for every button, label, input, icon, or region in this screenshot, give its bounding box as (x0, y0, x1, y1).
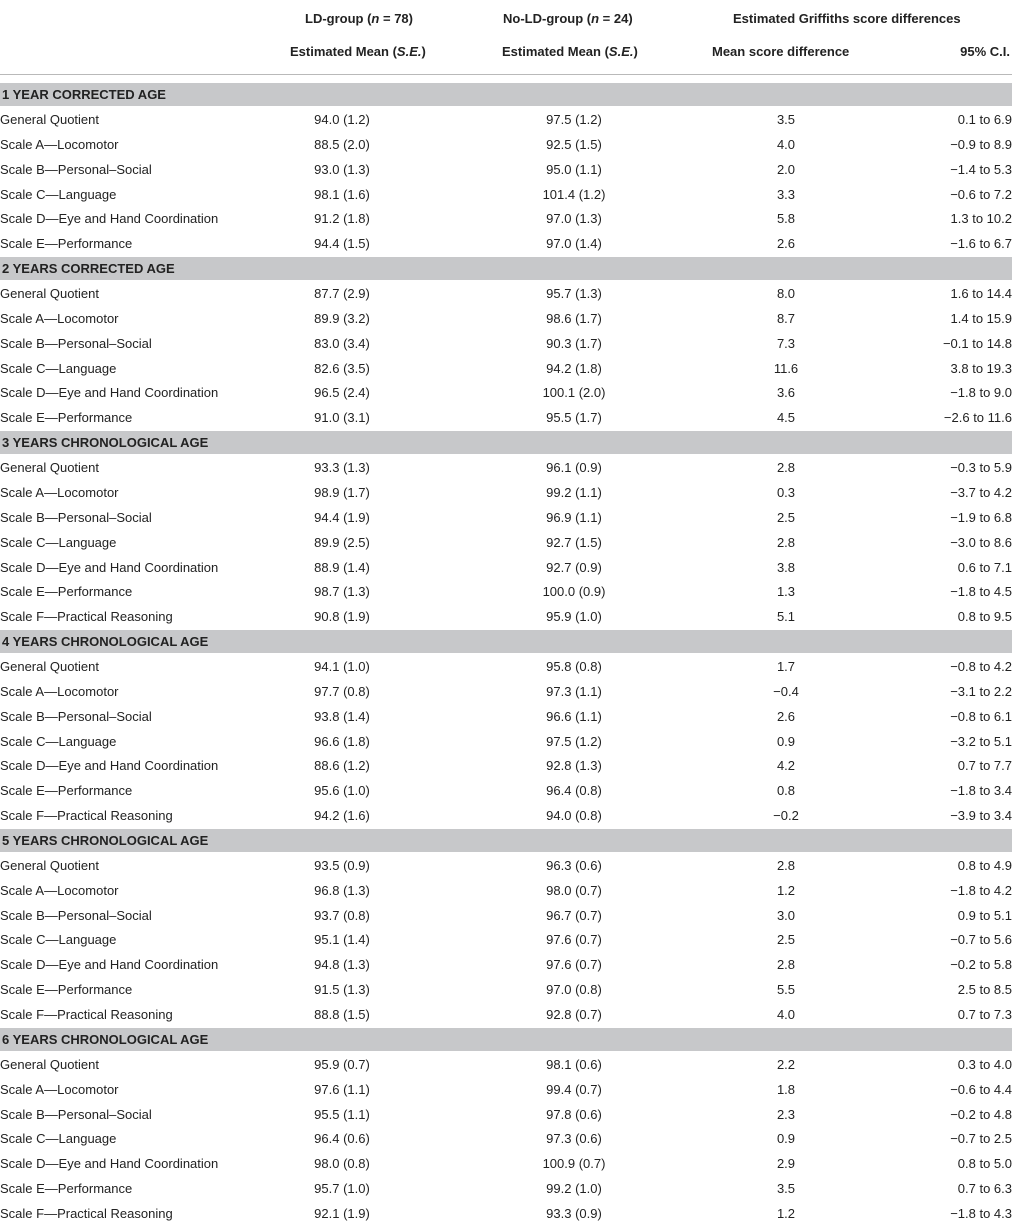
mean-score-difference: 0.9 (776, 733, 796, 749)
measure-name: Scale A—Locomotor (0, 1081, 119, 1097)
measure-name: Scale C—Language (0, 186, 117, 202)
nold-estimated-mean: 96.6 (1.1) (546, 708, 602, 724)
ld-estimated-mean: 97.7 (0.8) (314, 683, 370, 699)
ld-estimated-mean: 95.5 (1.1) (314, 1106, 370, 1122)
nold-estimated-mean: 93.3 (0.9) (546, 1205, 602, 1221)
table-row (0, 1103, 1012, 1128)
section-header: 6 YEARS CHRONOLOGICAL AGE (0, 1028, 1012, 1051)
measure-name: Scale C—Language (0, 534, 117, 550)
confidence-interval: −3.1 to 2.2 (950, 683, 1012, 699)
ld-estimated-mean: 98.9 (1.7) (314, 484, 370, 500)
section-header: 4 YEARS CHRONOLOGICAL AGE (0, 630, 1012, 653)
table-row (0, 1127, 1012, 1152)
ld-estimated-mean: 98.1 (1.6) (314, 186, 370, 202)
measure-name: Scale B—Personal–Social (0, 335, 152, 351)
measure-name: Scale A—Locomotor (0, 310, 119, 326)
confidence-interval: −3.7 to 4.2 (950, 484, 1012, 500)
ld-estimated-mean-header: Estimated Mean (S.E.) (290, 44, 426, 59)
mean-score-difference: 2.8 (776, 857, 796, 873)
mean-score-difference: 4.0 (776, 1007, 796, 1022)
measure-name: Scale A—Locomotor (0, 484, 119, 500)
mean-score-difference: 2.9 (776, 1156, 796, 1172)
table-row (0, 282, 1012, 307)
measure-name: Scale D—Eye and Hand Coordination (0, 957, 219, 973)
nold-estimated-mean: 98.1 (0.6) (546, 1056, 602, 1072)
ld-estimated-mean: 89.9 (2.5) (314, 534, 370, 550)
mean-score-difference: 2.3 (776, 1106, 796, 1122)
mean-score-difference: 3.6 (776, 385, 796, 401)
confidence-interval: −0.6 to 7.2 (950, 186, 1012, 202)
ld-estimated-mean: 94.0 (1.2) (314, 112, 370, 127)
ld-estimated-mean: 93.5 (0.9) (314, 857, 370, 873)
table-header (0, 0, 1012, 75)
table-row (0, 207, 1012, 232)
table-row (0, 854, 1012, 879)
nold-estimated-mean: 92.8 (1.3) (546, 758, 602, 774)
nold-estimated-mean: 100.1 (2.0) (542, 385, 606, 401)
ld-estimated-mean: 94.4 (1.5) (314, 236, 370, 252)
nold-estimated-mean: 95.8 (0.8) (546, 659, 602, 675)
measure-name: Scale A—Locomotor (0, 882, 119, 898)
mean-score-difference: 3.3 (776, 186, 796, 202)
mean-score-difference: 1.3 (776, 584, 796, 600)
mean-score-difference: 2.6 (776, 236, 796, 252)
confidence-interval: 0.7 to 7.3 (957, 1007, 1012, 1022)
measure-name: General Quotient (0, 1056, 100, 1072)
ld-estimated-mean: 95.9 (0.7) (314, 1056, 370, 1072)
mean-score-difference: 1.8 (776, 1081, 796, 1097)
ld-estimated-mean: 90.8 (1.9) (314, 609, 370, 625)
ld-estimated-mean: 92.1 (1.9) (314, 1205, 370, 1221)
table-row (0, 456, 1012, 481)
nold-estimated-mean: 97.3 (1.1) (546, 683, 602, 699)
nold-estimated-mean: 99.4 (0.7) (546, 1081, 602, 1097)
confidence-interval: −0.2 to 4.8 (950, 1106, 1012, 1122)
confidence-interval: −1.8 to 4.2 (950, 882, 1012, 898)
confidence-interval: −2.6 to 11.6 (943, 410, 1012, 426)
measure-name: Scale C—Language (0, 733, 117, 749)
mean-score-difference: 1.2 (776, 882, 796, 898)
ld-estimated-mean: 94.4 (1.9) (314, 509, 370, 525)
measure-name: Scale E—Performance (0, 1181, 133, 1197)
ld-estimated-mean: 91.5 (1.3) (314, 982, 370, 998)
nold-estimated-mean: 97.6 (0.7) (546, 932, 602, 948)
nold-estimated-mean: 95.5 (1.7) (546, 410, 602, 426)
table-row (0, 1177, 1012, 1202)
ld-estimated-mean: 98.0 (0.8) (314, 1156, 370, 1172)
mean-score-difference: 2.5 (776, 509, 796, 525)
nold-estimated-mean: 100.9 (0.7) (542, 1156, 606, 1172)
confidence-interval: 1.6 to 14.4 (950, 286, 1012, 302)
ld-estimated-mean: 95.1 (1.4) (314, 932, 370, 948)
mean-score-difference: 2.8 (776, 534, 796, 550)
measure-name: Scale D—Eye and Hand Coordination (0, 1156, 219, 1172)
nold-estimated-mean: 92.5 (1.5) (546, 136, 602, 152)
ld-estimated-mean: 98.7 (1.3) (314, 584, 370, 600)
ld-estimated-mean: 91.0 (3.1) (314, 410, 370, 426)
table-row (0, 978, 1012, 1003)
measure-name: Scale E—Performance (0, 982, 133, 998)
measure-name: Scale F—Practical Reasoning (0, 1007, 173, 1022)
mean-score-difference: 3.5 (776, 1181, 796, 1197)
confidence-interval: −1.8 to 9.0 (950, 385, 1012, 401)
nold-estimated-mean: 101.4 (1.2) (542, 186, 606, 202)
measure-name: Scale D—Eye and Hand Coordination (0, 758, 219, 774)
ld-estimated-mean: 96.5 (2.4) (314, 385, 370, 401)
confidence-interval: −3.2 to 5.1 (950, 733, 1012, 749)
measure-name: Scale F—Practical Reasoning (0, 808, 173, 824)
table-row (0, 904, 1012, 929)
mean-score-difference: 5.8 (776, 211, 796, 227)
measure-name: General Quotient (0, 659, 100, 675)
measure-name: Scale D—Eye and Hand Coordination (0, 211, 219, 227)
table-row (0, 680, 1012, 705)
confidence-interval: −0.3 to 5.9 (950, 460, 1012, 476)
nold-estimated-mean: 90.3 (1.7) (546, 335, 602, 351)
table-row (0, 531, 1012, 556)
ld-estimated-mean: 94.8 (1.3) (314, 957, 370, 973)
ld-estimated-mean: 88.9 (1.4) (314, 559, 370, 575)
confidence-interval: −1.8 to 4.5 (950, 584, 1012, 600)
mean-score-difference: 8.0 (776, 286, 796, 302)
nold-estimated-mean: 96.4 (0.8) (546, 783, 602, 799)
measure-name: Scale C—Language (0, 1131, 117, 1147)
measure-name: Scale F—Practical Reasoning (0, 1205, 173, 1221)
table-row (0, 705, 1012, 730)
mean-score-difference: 2.0 (776, 161, 796, 177)
confidence-interval: −0.8 to 4.2 (950, 659, 1012, 675)
ld-estimated-mean: 83.0 (3.4) (314, 335, 370, 351)
confidence-interval: 1.4 to 15.9 (950, 310, 1012, 326)
nold-estimated-mean: 95.0 (1.1) (546, 161, 602, 177)
table-row (0, 730, 1012, 755)
ld-estimated-mean: 93.0 (1.3) (314, 161, 370, 177)
nold-estimated-mean: 100.0 (0.9) (542, 584, 606, 600)
ld-estimated-mean: 93.8 (1.4) (314, 708, 370, 724)
nold-estimated-mean: 98.0 (0.7) (546, 882, 602, 898)
confidence-interval: 0.8 to 9.5 (957, 609, 1012, 625)
table-row (0, 357, 1012, 382)
confidence-interval: −0.1 to 14.8 (942, 335, 1012, 351)
mean-score-difference: 2.8 (776, 957, 796, 973)
nold-estimated-mean: 92.8 (0.7) (546, 1007, 602, 1022)
measure-name: Scale E—Performance (0, 410, 133, 426)
nold-estimated-mean: 96.3 (0.6) (546, 857, 602, 873)
measure-name: General Quotient (0, 286, 100, 302)
confidence-interval: −0.8 to 6.1 (950, 708, 1012, 724)
ci-header: 95% C.I. (960, 44, 1010, 59)
measure-name: Scale B—Personal–Social (0, 161, 152, 177)
table-row (0, 804, 1012, 829)
confidence-interval: −0.6 to 4.4 (950, 1081, 1012, 1097)
measure-name: Scale D—Eye and Hand Coordination (0, 385, 219, 401)
mean-score-difference: 11.6 (773, 360, 799, 376)
table-row (0, 406, 1012, 431)
measure-name: General Quotient (0, 857, 100, 873)
table-row (0, 183, 1012, 208)
measure-name: Scale E—Performance (0, 783, 133, 799)
measure-name: General Quotient (0, 112, 100, 127)
mean-score-difference: −0.4 (773, 683, 799, 699)
section-header: 1 YEAR CORRECTED AGE (0, 83, 1012, 106)
ld-estimated-mean: 94.1 (1.0) (314, 659, 370, 675)
table-row (0, 332, 1012, 357)
nold-estimated-mean: 97.0 (1.4) (546, 236, 602, 252)
table-row (0, 108, 1012, 133)
confidence-interval: 0.7 to 6.3 (957, 1181, 1012, 1197)
confidence-interval: −3.0 to 8.6 (950, 534, 1012, 550)
nold-estimated-mean: 96.7 (0.7) (546, 907, 602, 923)
mean-score-difference: 4.5 (776, 410, 796, 426)
confidence-interval: −1.9 to 6.8 (950, 509, 1012, 525)
mean-score-difference: 0.9 (776, 1131, 796, 1147)
measure-name: Scale E—Performance (0, 236, 133, 252)
confidence-interval: −1.4 to 5.3 (950, 161, 1012, 177)
ld-estimated-mean: 95.6 (1.0) (314, 783, 370, 799)
nold-group-header: No-LD-group (n = 24) (503, 11, 633, 26)
measure-name: Scale C—Language (0, 360, 117, 376)
confidence-interval: 0.7 to 7.7 (957, 758, 1012, 774)
ld-estimated-mean: 96.8 (1.3) (314, 882, 370, 898)
measure-name: Scale B—Personal–Social (0, 708, 152, 724)
table-row (0, 879, 1012, 904)
nold-estimated-mean: 97.3 (0.6) (546, 1131, 602, 1147)
measure-name: Scale B—Personal–Social (0, 1106, 152, 1122)
mean-difference-header: Mean score difference (712, 44, 850, 59)
mean-score-difference: 3.8 (776, 559, 796, 575)
ld-group-header: LD-group (n = 78) (305, 11, 413, 26)
table-row (0, 605, 1012, 630)
confidence-interval: −1.8 to 3.4 (950, 783, 1012, 799)
table-row (0, 381, 1012, 406)
confidence-interval: 0.8 to 4.9 (957, 857, 1012, 873)
nold-estimated-mean: 97.0 (0.8) (546, 982, 602, 998)
nold-estimated-mean: 96.1 (0.9) (546, 460, 602, 476)
mean-score-difference: 4.0 (776, 136, 796, 152)
section-header: 3 YEARS CHRONOLOGICAL AGE (0, 431, 1012, 454)
mean-score-difference: 8.7 (776, 310, 796, 326)
table-row (0, 1053, 1012, 1078)
ld-estimated-mean: 88.5 (2.0) (314, 136, 370, 152)
table-row (0, 580, 1012, 605)
ld-estimated-mean: 94.2 (1.6) (314, 808, 370, 824)
mean-score-difference: 1.2 (776, 1205, 796, 1221)
measure-name: Scale A—Locomotor (0, 136, 119, 152)
confidence-interval: 0.9 to 5.1 (957, 907, 1012, 923)
ld-estimated-mean: 95.7 (1.0) (314, 1181, 370, 1197)
nold-estimated-mean: 99.2 (1.1) (546, 484, 602, 500)
table-row (0, 1003, 1012, 1028)
confidence-interval: −3.9 to 3.4 (950, 808, 1012, 824)
table-row (0, 953, 1012, 978)
ld-estimated-mean: 82.6 (3.5) (314, 360, 370, 376)
table-row (0, 556, 1012, 581)
table-row (0, 481, 1012, 506)
confidence-interval: 2.5 to 8.5 (957, 982, 1012, 998)
ld-estimated-mean: 91.2 (1.8) (314, 211, 370, 227)
measure-name: Scale F—Practical Reasoning (0, 609, 173, 625)
table-row (0, 158, 1012, 183)
measure-name: Scale B—Personal–Social (0, 907, 152, 923)
mean-score-difference: −0.2 (773, 808, 799, 824)
confidence-interval: 0.1 to 6.9 (957, 112, 1012, 127)
nold-estimated-mean: 99.2 (1.0) (546, 1181, 602, 1197)
mean-score-difference: 3.0 (776, 907, 796, 923)
table-row (0, 655, 1012, 680)
table-row (0, 779, 1012, 804)
nold-estimated-mean: 98.6 (1.7) (546, 310, 602, 326)
confidence-interval: 3.8 to 19.3 (950, 360, 1012, 376)
measure-name: Scale E—Performance (0, 584, 133, 600)
confidence-interval: −1.6 to 6.7 (950, 236, 1012, 252)
ld-estimated-mean: 93.7 (0.8) (314, 907, 370, 923)
nold-estimated-mean: 92.7 (1.5) (546, 534, 602, 550)
ld-estimated-mean: 88.8 (1.5) (314, 1007, 370, 1022)
mean-score-difference: 2.5 (776, 932, 796, 948)
measure-name: General Quotient (0, 460, 100, 476)
nold-estimated-mean: 94.2 (1.8) (546, 360, 602, 376)
nold-estimated-mean: 96.9 (1.1) (546, 509, 602, 525)
nold-estimated-mean: 97.0 (1.3) (546, 211, 602, 227)
ld-estimated-mean: 88.6 (1.2) (314, 758, 370, 774)
confidence-interval: −0.9 to 8.9 (950, 136, 1012, 152)
nold-estimated-mean: 94.0 (0.8) (546, 808, 602, 824)
confidence-interval: −0.7 to 2.5 (950, 1131, 1012, 1147)
mean-score-difference: 0.8 (776, 783, 796, 799)
confidence-interval: 1.3 to 10.2 (950, 211, 1012, 227)
mean-score-difference: 5.1 (776, 609, 796, 625)
ld-estimated-mean: 89.9 (3.2) (314, 310, 370, 326)
measure-name: Scale C—Language (0, 932, 117, 948)
confidence-interval: −1.8 to 4.3 (950, 1205, 1012, 1221)
mean-score-difference: 2.6 (776, 708, 796, 724)
table-row (0, 1078, 1012, 1103)
mean-score-difference: 7.3 (776, 335, 796, 351)
table-row (0, 506, 1012, 531)
confidence-interval: 0.8 to 5.0 (957, 1156, 1012, 1172)
confidence-interval: 0.6 to 7.1 (957, 559, 1012, 575)
differences-header: Estimated Griffiths score differences (733, 11, 961, 26)
nold-estimated-mean-header: Estimated Mean (S.E.) (502, 44, 638, 59)
confidence-interval: 0.3 to 4.0 (957, 1056, 1012, 1072)
measure-name: Scale D—Eye and Hand Coordination (0, 559, 219, 575)
mean-score-difference: 3.5 (776, 112, 796, 127)
nold-estimated-mean: 92.7 (0.9) (546, 559, 602, 575)
table-row (0, 133, 1012, 158)
mean-score-difference: 2.2 (776, 1056, 796, 1072)
nold-estimated-mean: 95.9 (1.0) (546, 609, 602, 625)
header-divider (0, 74, 1012, 75)
ld-estimated-mean: 97.6 (1.1) (314, 1081, 370, 1097)
nold-estimated-mean: 97.5 (1.2) (546, 112, 602, 127)
table-body (0, 83, 1012, 1227)
nold-estimated-mean: 97.6 (0.7) (546, 957, 602, 973)
ld-estimated-mean: 96.4 (0.6) (314, 1131, 370, 1147)
mean-score-difference: 2.8 (776, 460, 796, 476)
confidence-interval: −0.2 to 5.8 (950, 957, 1012, 973)
ld-estimated-mean: 87.7 (2.9) (314, 286, 370, 302)
mean-score-difference: 4.2 (776, 758, 796, 774)
table-row (0, 1152, 1012, 1177)
nold-estimated-mean: 95.7 (1.3) (546, 286, 602, 302)
table-row (0, 928, 1012, 953)
table-row (0, 754, 1012, 779)
section-header: 5 YEARS CHRONOLOGICAL AGE (0, 829, 1012, 852)
table-row (0, 307, 1012, 332)
table-row (0, 232, 1012, 257)
mean-score-difference: 0.3 (776, 484, 796, 500)
nold-estimated-mean: 97.5 (1.2) (546, 733, 602, 749)
mean-score-difference: 1.7 (776, 659, 796, 675)
ld-estimated-mean: 96.6 (1.8) (314, 733, 370, 749)
nold-estimated-mean: 97.8 (0.6) (546, 1106, 602, 1122)
confidence-interval: −0.7 to 5.6 (950, 932, 1012, 948)
measure-name: Scale B—Personal–Social (0, 509, 152, 525)
ld-estimated-mean: 93.3 (1.3) (314, 460, 370, 476)
mean-score-difference: 5.5 (776, 982, 796, 998)
section-header: 2 YEARS CORRECTED AGE (0, 257, 1012, 280)
table-row (0, 1202, 1012, 1227)
measure-name: Scale A—Locomotor (0, 683, 119, 699)
